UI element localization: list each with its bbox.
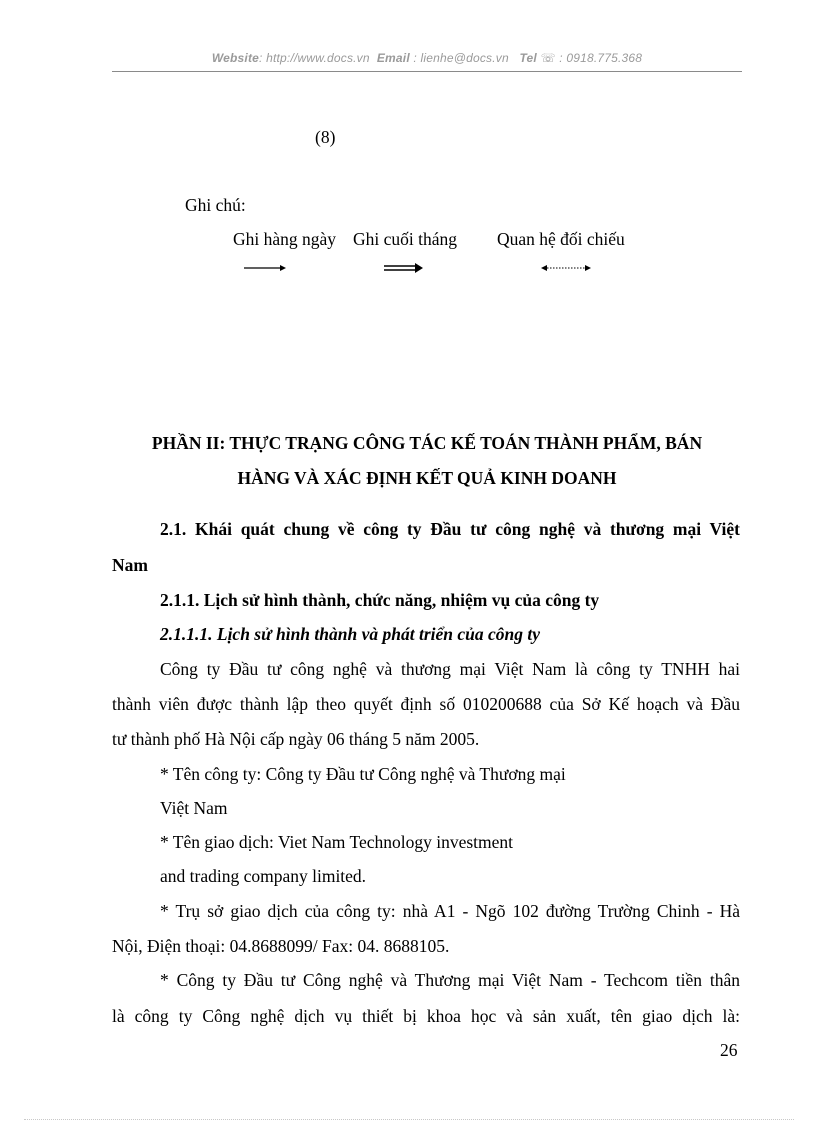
dotted-bidirectional-arrow-icon bbox=[541, 262, 593, 274]
tel-label: Tel bbox=[519, 51, 537, 65]
email-value: : lienhe@docs.vn bbox=[413, 51, 509, 65]
page-header bbox=[112, 51, 742, 65]
diagram-step-number: (8) bbox=[315, 127, 336, 147]
email-label: Email bbox=[376, 51, 410, 65]
tel-value: : 0918.775.368 bbox=[559, 51, 643, 65]
phone-icon: ☏ bbox=[540, 51, 556, 65]
trade-name-line2: and trading company limited. bbox=[160, 866, 367, 886]
section-2-1-1-heading: 2.1.1. Lịch sử hình thành, chức năng, nhiệm vụ của công ty bbox=[160, 590, 600, 610]
section-2-1-1-1-heading: 2.1.1.1. Lịch sử hình thành và phát triển của công ty bbox=[160, 624, 540, 644]
single-arrow-icon bbox=[244, 262, 288, 274]
part-heading-line2: HÀNG VÀ XÁC ĐỊNH KẾT QUẢ KINH DOANH bbox=[237, 468, 617, 488]
company-name-line1: * Tên công ty: Công ty Đầu tư Công nghệ và Thương mại bbox=[160, 764, 566, 784]
page-number: 26 bbox=[720, 1040, 738, 1060]
legend-reconcile-label: Quan hệ đối chiếu bbox=[497, 229, 625, 249]
company-name-line2: Việt Nam bbox=[160, 798, 228, 818]
section-2-1-heading-line1: 2.1. Khái quát chung về công ty Đầu tư công nghệ và thương mại Việt bbox=[160, 519, 740, 539]
footer-divider bbox=[24, 1119, 794, 1120]
legend-title: Ghi chú: bbox=[185, 195, 246, 215]
legend-monthly-label: Ghi cuối tháng bbox=[353, 229, 458, 249]
part-heading-line1: PHẦN II: THỰC TRẠNG CÔNG TÁC KẾ TOÁN THÀNH PHẨM, BÁN bbox=[151, 433, 703, 453]
headquarters-line2: Nội, Điện thoại: 04.8688099/ Fax: 04. 8688105. bbox=[112, 936, 450, 956]
paragraph-1-line1: Công ty Đầu tư công nghệ và thương mại Việt Nam là công ty TNHH hai bbox=[160, 659, 740, 679]
trade-name-line1: * Tên giao dịch: Viet Nam Technology investment bbox=[160, 832, 514, 852]
paragraph-1-line3: tư thành phố Hà Nội cấp ngày 06 tháng 5 năm 2005. bbox=[112, 729, 480, 749]
paragraph-1-line2: thành viên được thành lập theo quyết định số 010200688 của Sở Kế hoạch và Đầu bbox=[112, 694, 740, 714]
history-line1: * Công ty Đầu tư Công nghệ và Thương mại Việt Nam - Techcom tiền thân bbox=[160, 970, 740, 990]
website-label: Website bbox=[211, 51, 260, 65]
legend-daily-label: Ghi hàng ngày bbox=[233, 229, 337, 249]
double-arrow-icon bbox=[384, 261, 426, 275]
headquarters-line1: * Trụ sở giao dịch của công ty: nhà A1 - Ngõ 102 đường Trường Chinh - Hà bbox=[160, 901, 740, 921]
header-divider bbox=[112, 71, 742, 72]
website-value: : http://www.docs.vn bbox=[259, 51, 370, 65]
history-line2: là công ty Công nghệ dịch vụ thiết bị khoa học và sản xuất, tên giao dịch là: bbox=[112, 1006, 740, 1026]
section-2-1-heading-line2: Nam bbox=[112, 555, 148, 575]
